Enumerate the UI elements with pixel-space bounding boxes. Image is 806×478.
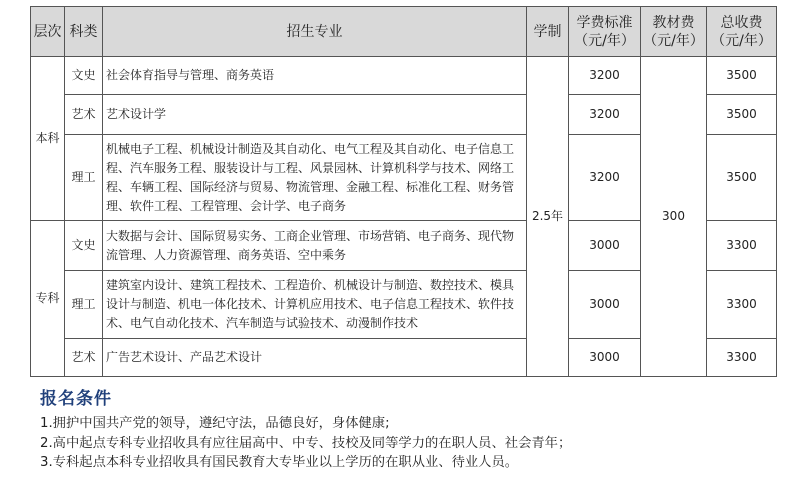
duration-cell: 2.5年: [527, 57, 569, 377]
tuition-cell: 3000: [569, 339, 641, 377]
majors-cell: 社会体育指导与管理、商务英语: [103, 57, 527, 95]
header-duration: 学制: [527, 7, 569, 57]
level-cell-junior-college: 专科: [31, 221, 65, 377]
textbook-fee-cell: 300: [641, 57, 707, 377]
header-textbook: 教材费（元/年）: [641, 7, 707, 57]
majors-cell: 艺术设计学: [103, 95, 527, 135]
majors-cell: 建筑室内设计、建筑工程技术、工程造价、机械设计与制造、数控技术、模具设计与制造、机电一体化技术、计算机应用技术、电子信息工程技术、软件技术、电气自动化技术、汽车制造与试验技术、动漫制作技术: [103, 271, 527, 339]
category-cell: 理工: [65, 271, 103, 339]
requirements-title: 报名条件: [40, 389, 112, 409]
category-cell: 艺术: [65, 339, 103, 377]
header-row: [31, 7, 777, 57]
total-fee-cell: 3500: [707, 95, 777, 135]
category-cell: 文史: [65, 221, 103, 271]
requirement-item: 1.拥护中国共产党的领导，遵纪守法，品德良好，身体健康;: [40, 416, 390, 431]
header-tuition: 学费标准（元/年）: [569, 7, 641, 57]
majors-cell: 大数据与会计、国际贸易实务、工商企业管理、市场营销、电子商务、现代物流管理、人力资源管理、商务英语、空中乘务: [103, 221, 527, 271]
majors-cell: 机械电子工程、机械设计制造及其自动化、电气工程及其自动化、电子信息工程、汽车服务工程、服装设计与工程、风景园林、计算机科学与技术、网络工程、车辆工程、国际经济与贸易、物流管理、金融工程、标准化工程、财务管理、软件工程、工程管理、会计学、电子商务: [103, 135, 527, 221]
tuition-cell: 3200: [569, 57, 641, 95]
fee-table: [30, 6, 777, 377]
level-cell-undergraduate: 本科: [31, 57, 65, 221]
tuition-cell: 3000: [569, 271, 641, 339]
category-cell: 艺术: [65, 95, 103, 135]
tuition-cell: 3200: [569, 95, 641, 135]
total-fee-cell: 3300: [707, 271, 777, 339]
requirement-item: 3.专科起点本科专业招收具有国民教育大专毕业以上学历的在职从业、待业人员。: [40, 455, 519, 470]
table-row: [31, 57, 777, 95]
header-level: 层次: [31, 7, 65, 57]
requirements-section: [40, 384, 780, 473]
header-major: 招生专业: [103, 7, 527, 57]
category-cell: 文史: [65, 57, 103, 95]
total-fee-cell: 3300: [707, 221, 777, 271]
header-total: 总收费（元/年）: [707, 7, 777, 57]
category-cell: 理工: [65, 135, 103, 221]
total-fee-cell: 3500: [707, 57, 777, 95]
requirement-item: 2.高中起点专科专业招收具有应往届高中、中专、技校及同等学力的在职人员、社会青年；: [40, 435, 572, 451]
majors-cell: 广告艺术设计、产品艺术设计: [103, 339, 527, 377]
total-fee-cell: 3300: [707, 339, 777, 377]
total-fee-cell: 3500: [707, 135, 777, 221]
header-category: 科类: [65, 7, 103, 57]
tuition-cell: 3200: [569, 135, 641, 221]
tuition-cell: 3000: [569, 221, 641, 271]
